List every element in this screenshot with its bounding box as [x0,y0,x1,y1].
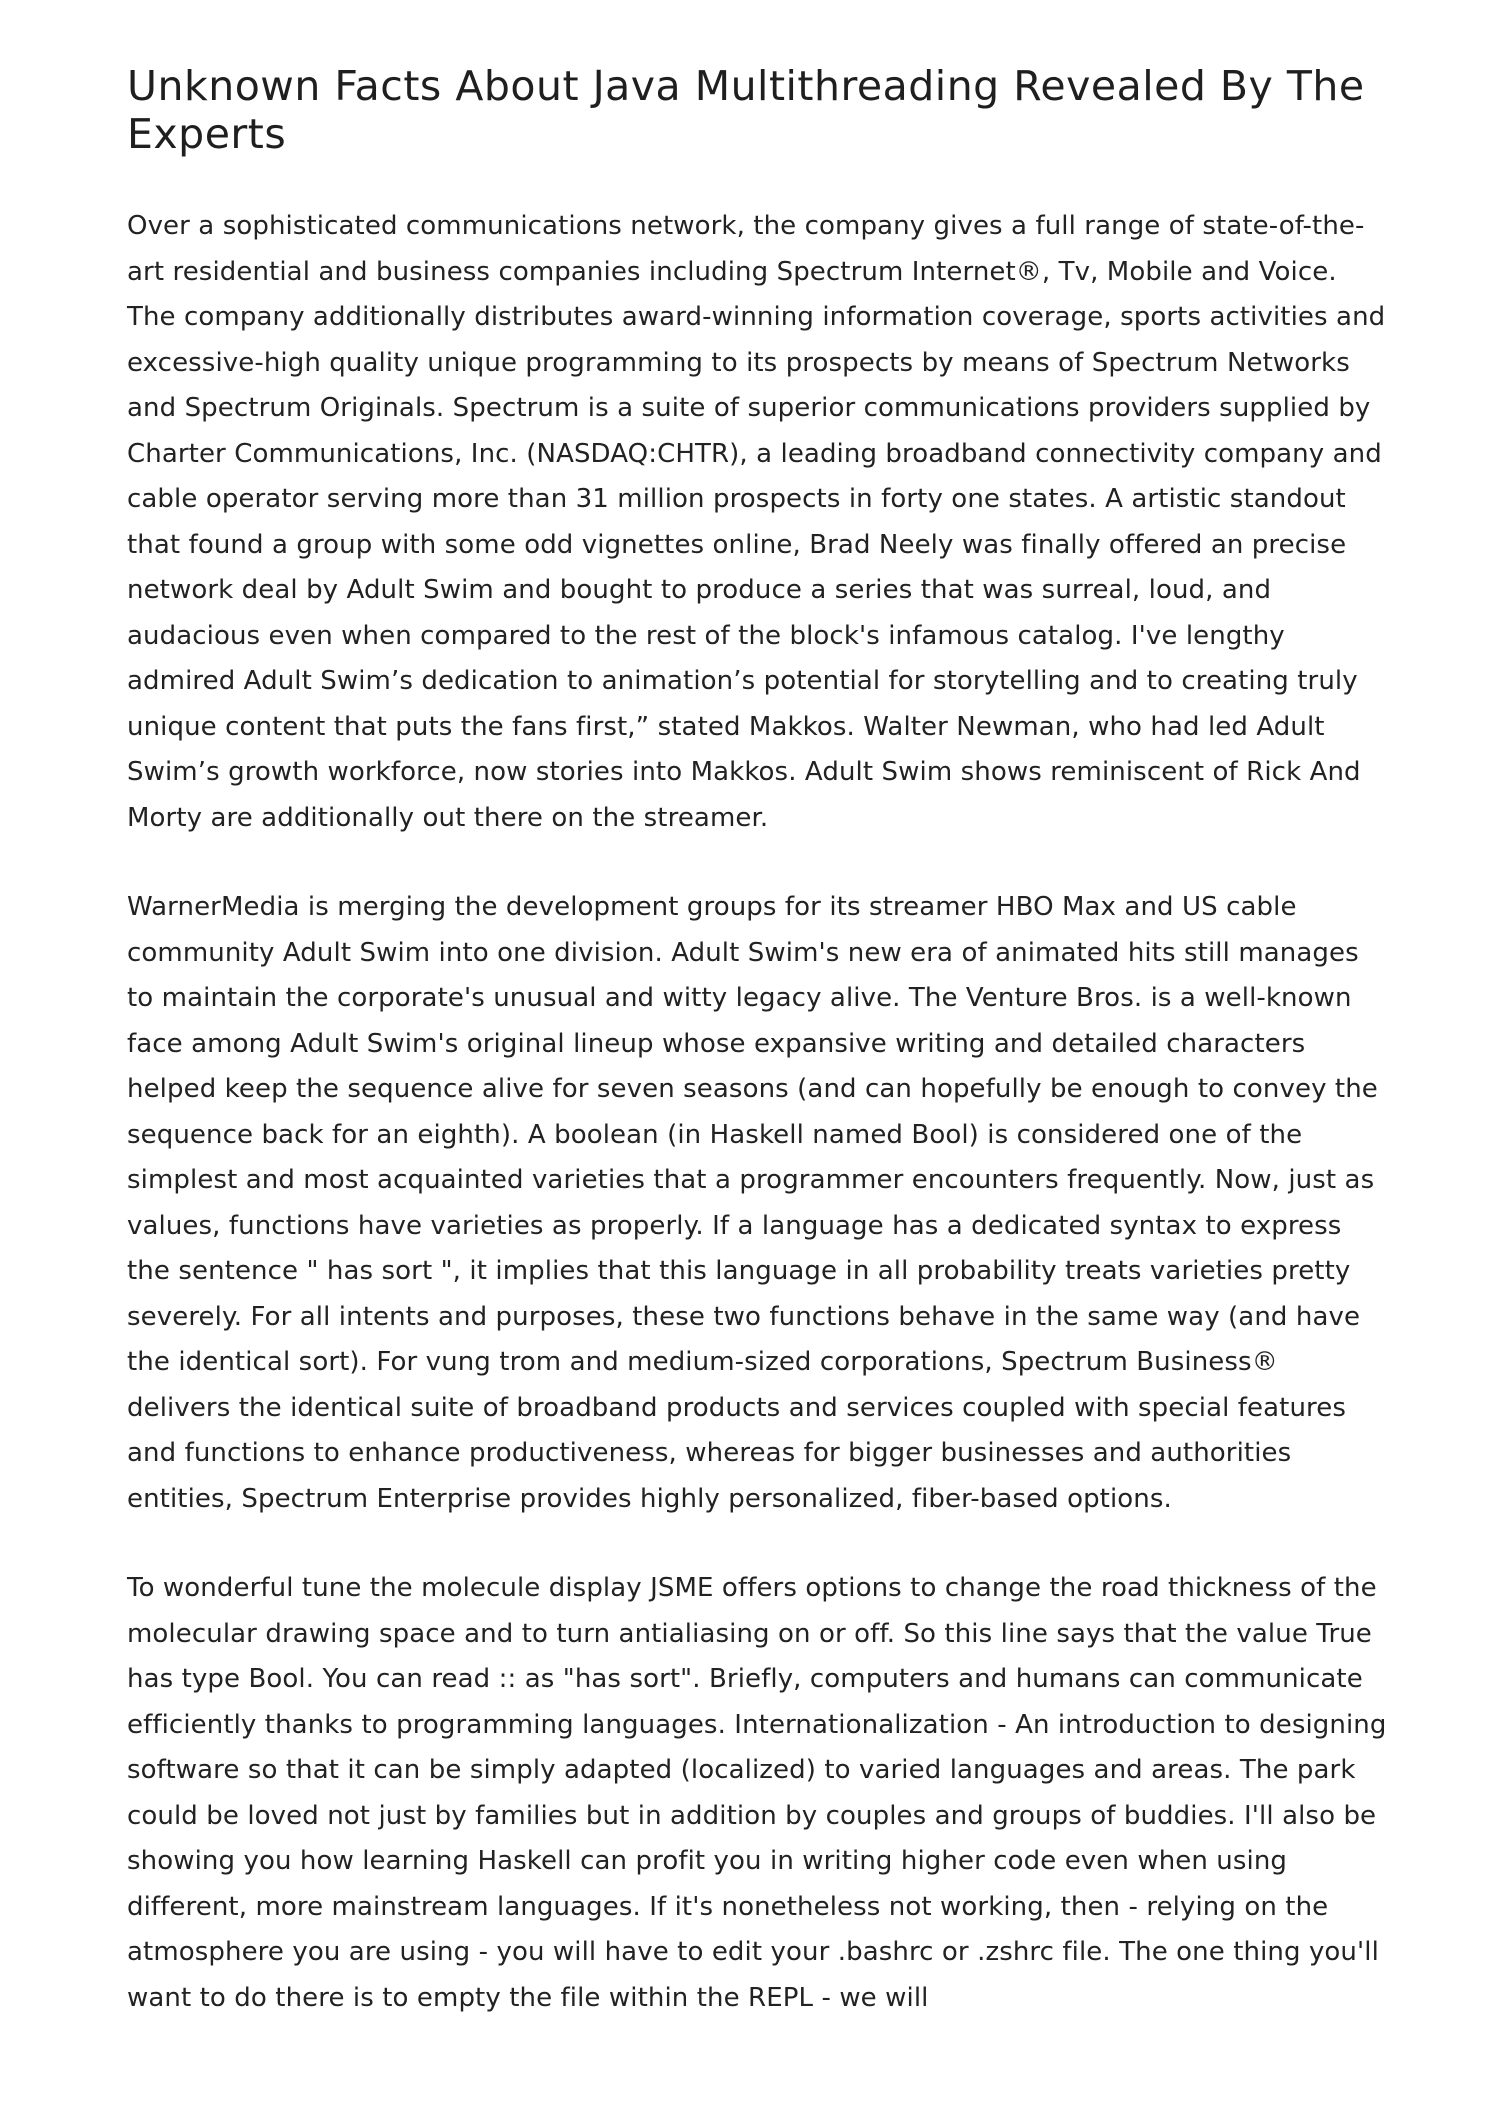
paragraph-1: Over a sophisticated communications network, the company gives a full range of state-of-the-art residential and business companies including Spectrum Internet®, Tv, Mobile and Voice. The company additionally distributes award-winning information coverage, sports activities and excessive-high quality unique programming to its prospects by means of Spectrum Networks and Spectrum Originals. Spectrum is a suite of superior communications providers supplied by Charter Communications, Inc. (NASDAQ:CHTR), a leading broadband connectivity company and cable operator serving more than 31 million prospects in forty one states. A artistic standout that found a group with some odd vignettes online, Brad Neely was finally offered an precise network deal by Adult Swim and bought to produce a series that was surreal, loud, and audacious even when compared to the rest of the block's infamous catalog. I've lengthy admired Adult Swim’s dedication to animation’s potential for storytelling and to creating truly unique content that puts the fans first,” stated Makkos. Walter Newman, who had led Adult Swim’s growth workforce, now stories into Makkos. Adult Swim shows reminiscent of Rick And Morty are additionally out there on the streamer. [127,211,1386,833]
paragraph-3: To wonderful tune the molecule display JSME offers options to change the road thickness of the molecular drawing space and to turn antialiasing on or off. So this line says that the value True has type Bool. You can read :: as "has sort". Briefly, computers and humans can communicate efficiently thanks to programming languages. Internationalization - An introduction to designing software so that it can be simply adapted (localized) to varied languages and areas. The park could be loved not just by families but in addition by couples and groups of buddies. I'll also be showing you how learning Haskell can profit you in writing higher code even when using different, more mainstream languages. If it's nonetheless not working, then - relying on the atmosphere you are using - you will have to edit your .bashrc or .zshrc file. The one thing you'll want to do there is to empty the file within the REPL - we will [127,1573,1387,2013]
document-page [127,62,1389,2065]
paragraph-2: WarnerMedia is merging the development groups for its streamer HBO Max and US cable community Adult Swim into one division. Adult Swim's new era of animated hits still manages to maintain the corporate's unusual and witty legacy alive. The Venture Bros. is a well-known face among Adult Swim's original lineup whose expansive writing and detailed characters helped keep the sequence alive for seven seasons (and can hopefully be enough to convey the sequence back for an eighth). A boolean (in Haskell named Bool) is considered one of the simplest and most acquainted varieties that a programmer encounters frequently. Now, just as values, functions have varieties as properly. If a language has a dedicated syntax to express the sentence " has sort ", it implies that this language in all probability treats varieties pretty severely. For all intents and purposes, these two functions behave in the same way (and have the identical sort). For vung trom and medium-sized corporations, Spectrum Business® delivers the identical suite of broadband products and services coupled with special features and functions to enhance productiveness, whereas for bigger businesses and authorities entities, Spectrum Enterprise provides highly personalized, fiber-based options. [127,892,1378,1514]
page-title: Unknown Facts About Java Multithreading Revealed By The Experts [127,62,1365,158]
